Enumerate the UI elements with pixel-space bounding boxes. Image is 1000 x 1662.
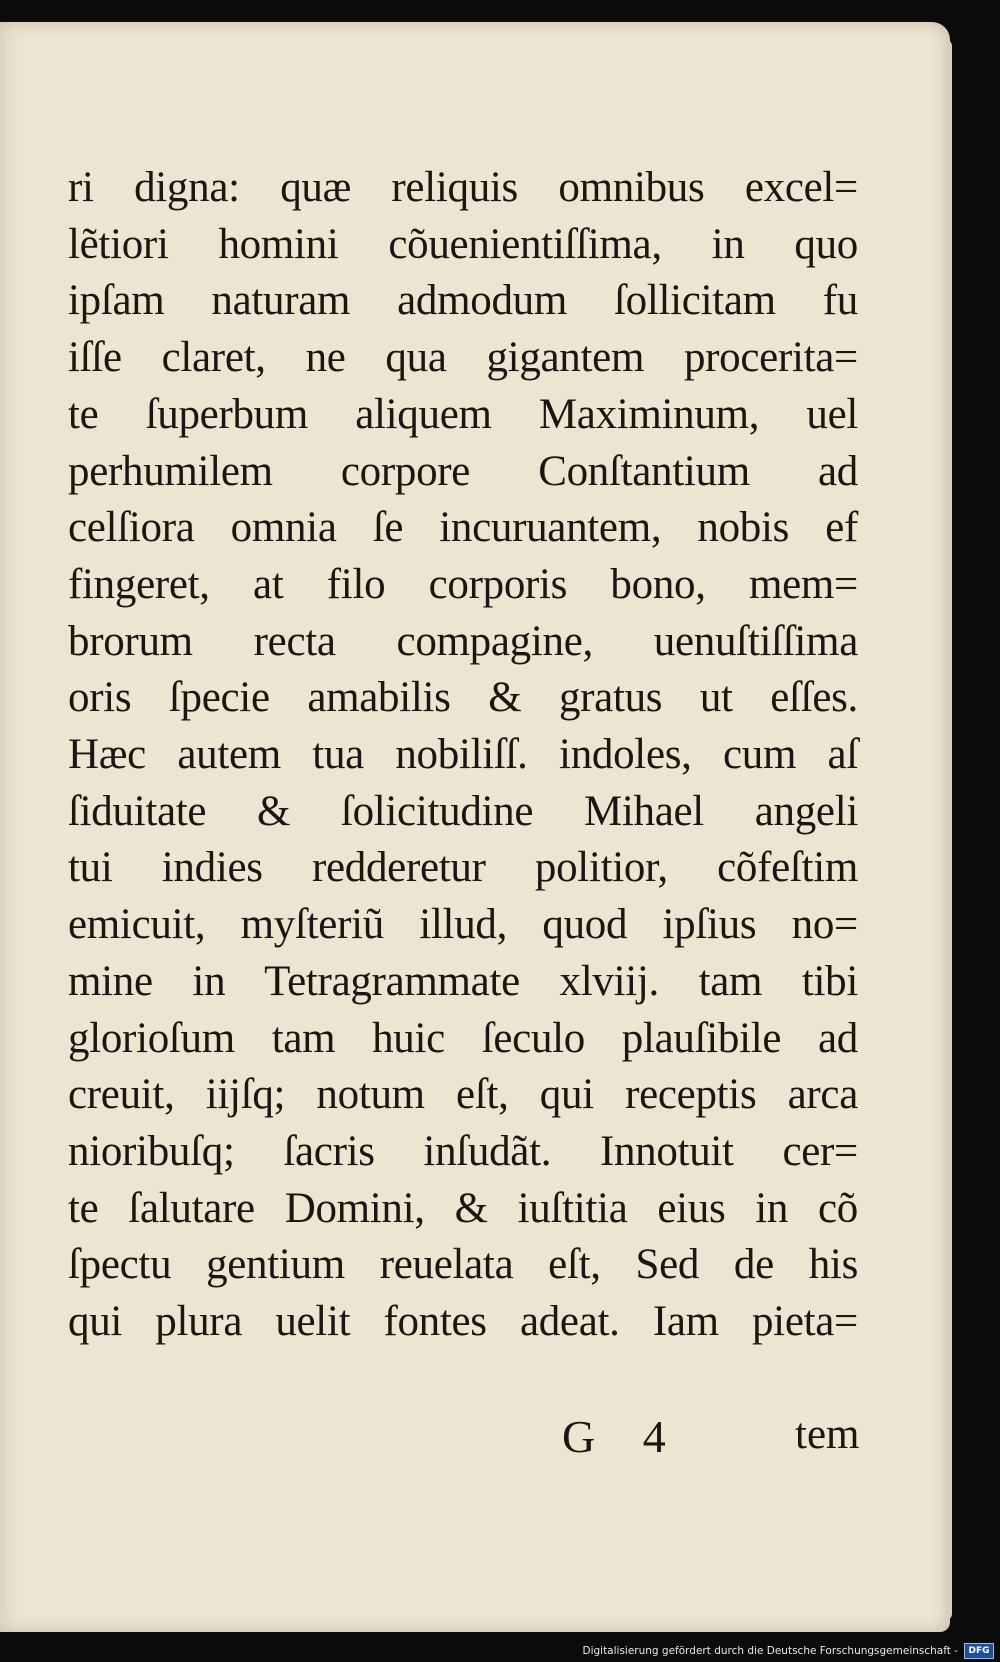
text-line-16: glorioſum tam huic ſeculo plauſibile ad (68, 1014, 858, 1062)
text-line-9: brorum recta compagine, uenuſtiſſima (68, 617, 858, 665)
text-line-3: ipſam naturam admodum ſollicitam fu (68, 277, 858, 325)
text-line-19: te ſalutare Domini, & iuſtitia eius in cõ (68, 1184, 858, 1232)
text-line-7: celſiora omnia ſe incuruantem, nobis ef (68, 504, 858, 552)
digitization-footer (0, 1640, 1000, 1662)
dfg-logo-icon: DFG (964, 1643, 994, 1659)
text-line-11: Hæc autem tua nobiliſſ. indoles, cum aſ (68, 731, 858, 779)
text-line-20: ſpectu gentium reuelata eſt, Sed de his (68, 1241, 858, 1289)
text-line-14: emicuit, myſteriũ illud, quod ipſius no= (68, 901, 858, 949)
text-line-15: mine in Tetragrammate xlviij. tam tibi (68, 957, 858, 1005)
page-edge (946, 40, 952, 1620)
footer-credit-text: Digitalisierung gefördert durch die Deutsche Forschungsgemeinschaft - (582, 1645, 958, 1657)
text-line-21: qui plura uelit fontes adeat. Iam pieta= (68, 1298, 858, 1346)
catchword: tem (795, 1411, 860, 1458)
text-line-18: nioribuſq; ſacris inſudãt. Innotuit cer= (68, 1127, 858, 1175)
signature-row (0, 1410, 950, 1470)
book-page (0, 22, 950, 1632)
text-line-6: perhumilem corpore Conſtantium ad (68, 447, 858, 495)
text-line-2: lẽtiori homini cõuenientiſſima, in quo (68, 220, 858, 268)
text-line-17: creuit, iijſq; notum eſt, qui receptis arca (68, 1071, 858, 1119)
text-line-1: ri digna: quæ reliquis omnibus excel= (68, 164, 858, 211)
signature-mark: G 4 (562, 1411, 684, 1462)
text-line-10: oris ſpecie amabilis & gratus ut eſſes. (68, 674, 858, 722)
text-line-12: ſiduitate & ſolicitudine Mihael angeli (68, 787, 858, 835)
text-line-8: fingeret, at filo corporis bono, mem= (68, 560, 858, 608)
text-line-5: te ſuperbum aliquem Maximinum, uel (68, 390, 858, 438)
text-line-4: iſſe claret, ne qua gigantem procerita= (68, 334, 858, 382)
page-text-block (68, 160, 898, 1351)
text-line-13: tui indies redderetur politior, cõfeſtim (68, 844, 858, 892)
